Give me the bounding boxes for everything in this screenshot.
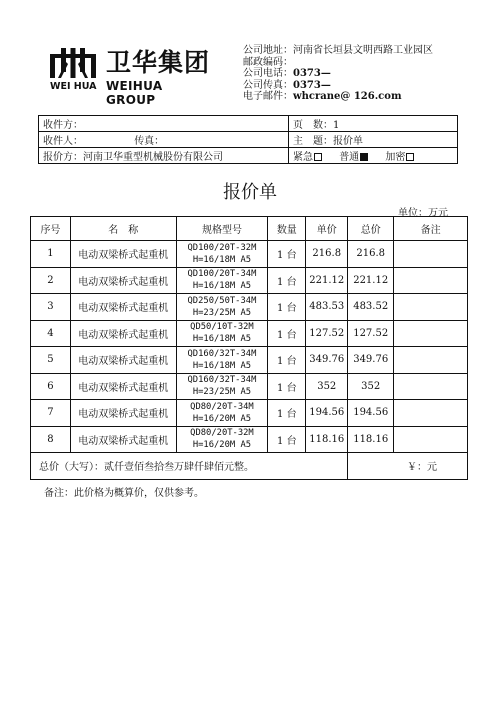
cell-total: 352	[348, 373, 394, 400]
col-header-unit-price: 单价	[306, 217, 348, 241]
spec-height: H=16/18M A5	[192, 254, 252, 265]
table-header-row	[31, 217, 468, 241]
cell-total: 216.8	[348, 241, 394, 268]
cell-unit-price: 118.16	[306, 426, 348, 453]
total-yuan: ￥：元	[348, 453, 468, 480]
spec-height: H=16/20M A5	[192, 413, 252, 424]
cell-name: 电动双梁桥式起重机	[70, 347, 176, 374]
brand-name-cn: 卫华集团	[106, 48, 211, 77]
cell-unit-price: 483.53	[306, 294, 348, 321]
cell-no: 4	[31, 320, 71, 347]
cell-unit-price: 127.52	[306, 320, 348, 347]
subject-cell: 主 题：报价单	[289, 132, 458, 148]
col-header-remark: 备注	[394, 217, 468, 241]
cell-spec	[176, 267, 268, 294]
header-info-table	[38, 115, 458, 164]
cell-qty: 1 台	[268, 294, 306, 321]
table-row	[31, 320, 468, 347]
company-fax-value: 0373—	[293, 79, 331, 91]
cell-spec	[176, 347, 268, 374]
cell-qty: 1 台	[268, 241, 306, 268]
cell-unit-price: 221.12	[306, 267, 348, 294]
cell-name: 电动双梁桥式起重机	[70, 267, 176, 294]
cell-total: 483.52	[348, 294, 394, 321]
info-row	[39, 116, 458, 132]
cell-name: 电动双梁桥式起重机	[70, 241, 176, 268]
cell-unit-price: 194.56	[306, 400, 348, 427]
total-in-words: 总价（大写）：贰仟壹佰叁拾叁万肆仟肆佰元整。	[31, 453, 348, 480]
spec-model: QD100/20T-32M	[187, 242, 257, 253]
cell-no: 5	[31, 347, 71, 374]
cell-qty: 1 台	[268, 426, 306, 453]
urgent-label: 紧急	[293, 152, 313, 163]
cell-name: 电动双梁桥式起重机	[70, 373, 176, 400]
cell-spec	[176, 400, 268, 427]
spec-model: QD160/32T-34M	[187, 348, 257, 359]
col-header-spec: 规格型号	[176, 217, 268, 241]
cell-total: 127.52	[348, 320, 394, 347]
col-header-total: 总价	[348, 217, 394, 241]
spec-model: QD100/20T-34M	[187, 269, 257, 280]
cell-remark	[394, 426, 468, 453]
urgent-checkbox[interactable]	[314, 153, 322, 161]
col-header-qty: 数量	[268, 217, 306, 241]
cell-unit-price: 216.8	[306, 241, 348, 268]
spec-height: H=16/18M A5	[192, 360, 252, 371]
quoter-cell: 报价方：河南卫华重型机械股份有限公司	[39, 148, 289, 164]
table-row	[31, 373, 468, 400]
cell-spec	[176, 320, 268, 347]
cell-spec	[176, 426, 268, 453]
table-row	[31, 400, 468, 427]
cell-unit-price: 349.76	[306, 347, 348, 374]
cell-qty: 1 台	[268, 347, 306, 374]
table-row	[31, 426, 468, 453]
cell-total: 194.56	[348, 400, 394, 427]
document-title: 报价单	[223, 182, 277, 203]
info-row	[39, 148, 458, 164]
company-info	[243, 45, 458, 103]
spec-height: H=16/18M A5	[192, 281, 252, 292]
cell-remark	[394, 347, 468, 374]
cell-qty: 1 台	[268, 400, 306, 427]
remark-note: 备注：此价格为概算价，仅供参考。	[44, 488, 204, 499]
company-fax	[243, 80, 458, 92]
company-phone	[243, 68, 458, 80]
table-row	[31, 241, 468, 268]
company-fax-label: 公司传真：	[243, 79, 293, 91]
cell-unit-price: 352	[306, 373, 348, 400]
cell-name: 电动双梁桥式起重机	[70, 426, 176, 453]
table-row	[31, 267, 468, 294]
spec-model: QD250/50T-34M	[187, 295, 257, 306]
cell-spec	[176, 373, 268, 400]
unit-label: 单位：万元	[398, 208, 448, 219]
cell-name: 电动双梁桥式起重机	[70, 294, 176, 321]
company-email-value: whcrane@ 126.com	[293, 91, 402, 103]
cell-qty: 1 台	[268, 320, 306, 347]
company-phone-label: 公司电话：	[243, 68, 293, 80]
col-header-no: 序号	[31, 217, 71, 241]
cell-remark	[394, 294, 468, 321]
spec-height: H=16/20M A5	[192, 440, 252, 451]
spec-model: QD50/10T-32M	[190, 322, 254, 333]
cell-no: 6	[31, 373, 71, 400]
quote-table	[30, 216, 468, 480]
company-address: 公司地址：河南省长垣县文明西路工业园区	[243, 45, 433, 56]
col-header-name: 名 称	[70, 217, 176, 241]
spec-model: QD160/32T-34M	[187, 375, 257, 386]
brand-name-en-short: WEI HUA	[50, 81, 97, 92]
table-row	[31, 347, 468, 374]
cell-remark	[394, 320, 468, 347]
cell-remark	[394, 400, 468, 427]
spec-height: H=23/25M A5	[192, 387, 252, 398]
info-row	[39, 132, 458, 148]
cell-no: 3	[31, 294, 71, 321]
cell-no: 2	[31, 267, 71, 294]
total-row	[31, 453, 468, 480]
confidential-checkbox[interactable]	[406, 153, 414, 161]
receiver-cell: 收件方：	[39, 116, 289, 132]
cell-total: 349.76	[348, 347, 394, 374]
cell-name: 电动双梁桥式起重机	[70, 320, 176, 347]
recipient-label: 收件人：	[43, 136, 83, 147]
spec-model: QD80/20T-34M	[190, 401, 254, 412]
weihua-logo-icon	[50, 48, 96, 78]
company-logo	[50, 48, 211, 107]
fax-label: 传真：	[134, 136, 165, 147]
company-email	[243, 91, 458, 103]
priority-cell	[289, 148, 458, 164]
cell-qty: 1 台	[268, 373, 306, 400]
brand-name-en: WEIHUA GROUP	[106, 79, 163, 107]
cell-qty: 1 台	[268, 267, 306, 294]
cell-no: 7	[31, 400, 71, 427]
cell-no: 1	[31, 241, 71, 268]
cell-remark	[394, 373, 468, 400]
company-email-label: 电子邮件：	[243, 91, 293, 103]
page-count-cell: 页 数：1	[289, 116, 458, 132]
cell-name: 电动双梁桥式起重机	[70, 400, 176, 427]
cell-remark	[394, 267, 468, 294]
cell-remark	[394, 241, 468, 268]
confidential-label: 加密	[385, 152, 406, 163]
cell-total: 118.16	[348, 426, 394, 453]
recipient-cell	[39, 132, 289, 148]
spec-model: QD80/20T-32M	[190, 428, 254, 439]
cell-total: 221.12	[348, 267, 394, 294]
table-row	[31, 294, 468, 321]
normal-checkbox[interactable]	[360, 153, 368, 161]
cell-spec	[176, 294, 268, 321]
cell-spec	[176, 241, 268, 268]
spec-height: H=16/18M A5	[192, 334, 252, 345]
cell-no: 8	[31, 426, 71, 453]
company-phone-value: 0373—	[293, 68, 331, 80]
company-postcode: 邮政编码：	[243, 56, 293, 68]
normal-label: 普通	[339, 152, 360, 163]
spec-height: H=23/25M A5	[192, 307, 252, 318]
